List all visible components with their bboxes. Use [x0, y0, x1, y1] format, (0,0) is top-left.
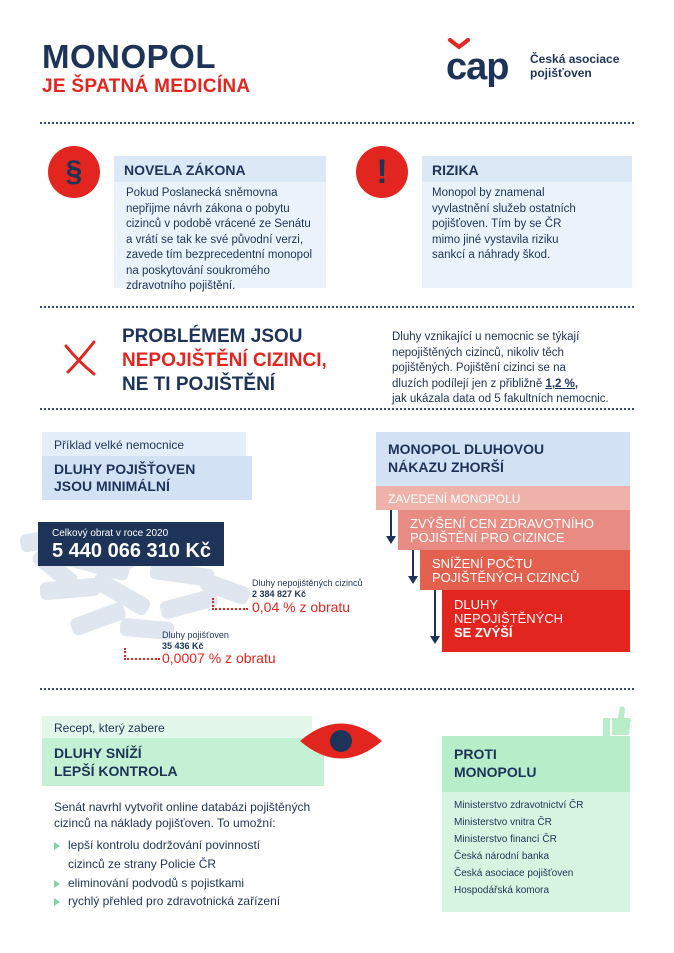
- exclamation-icon: !: [356, 146, 408, 198]
- section-sign-icon: §: [48, 146, 100, 198]
- proti-heading-line: PROTI: [454, 746, 497, 762]
- problem-highlight: 1,2 %,: [545, 377, 579, 390]
- page-title: MONOPOL: [42, 38, 216, 75]
- proti-item: Ministerstvo zdravotnictví ČR: [454, 800, 584, 811]
- hospital-heading-line: JSOU MINIMÁLNÍ: [54, 478, 170, 494]
- recept-bullet: [54, 876, 244, 890]
- novela-line: zdravotního pojištění.: [126, 280, 236, 292]
- problem-desc-line: Dluhy vznikající u nemocnic se týkají: [392, 331, 580, 343]
- novela-line: nepřijme návrh zákona o pobytu: [126, 202, 290, 215]
- arrow-down-icon: [430, 636, 440, 644]
- bullet-icon: [54, 842, 60, 850]
- novela-line: a vrátí se tak ke své původní verzi,: [126, 233, 304, 246]
- recept-bullet-text: lepší kontrolu dodržování povinností: [68, 838, 261, 852]
- recept-bullet: [54, 838, 260, 852]
- divider: [40, 408, 634, 410]
- thumbs-up-icon: [602, 704, 632, 738]
- divider: [40, 688, 634, 690]
- recept-bullet: [54, 894, 280, 908]
- step-3: [432, 557, 579, 585]
- step-2-line: ZVÝŠENÍ CEN ZDRAVOTNÍHO: [410, 516, 594, 531]
- cross-icon: [60, 338, 100, 378]
- arrow-down-icon: [386, 536, 396, 544]
- proti-heading-line: MONOPOLU: [454, 764, 537, 780]
- rizika-line: mimo jiné vystavila riziku: [432, 233, 559, 246]
- recept-bullet-continued: [54, 857, 216, 871]
- rizika-text: [432, 186, 628, 264]
- problem-desc-line: jak ukázala data od 5 fakultních nemocnic.: [392, 393, 609, 405]
- turnover-label: Celkový obrat v roce 2020: [52, 528, 169, 539]
- arrow-line: [434, 590, 436, 638]
- proti-heading: [454, 745, 536, 781]
- problem-desc-line: dluzích podílejí jen z přibližně: [392, 377, 543, 390]
- monopoly-heading: [388, 440, 544, 476]
- page-subtitle: JE ŠPATNÁ MEDICÍNA: [42, 76, 251, 97]
- insurer-pointer: [124, 648, 160, 660]
- divider: [40, 306, 634, 308]
- step-2-line: POJIŠTĚNÍ PRO CIZINCE: [410, 530, 565, 545]
- novela-line: cizinců v podobě vrácené ze Senátu: [126, 218, 311, 230]
- problem-desc-line: pojištěných. Pojištění cizinci se na: [392, 362, 566, 374]
- arrow-line: [412, 550, 414, 578]
- eye-icon: [298, 714, 384, 768]
- hospital-heading-line: DLUHY POJIŠŤOVEN: [54, 461, 196, 477]
- recept-bullet-text: eliminování podvodů s pojistkami: [68, 876, 245, 890]
- hospital-heading: [54, 461, 195, 495]
- logo-subtitle-1: Česká asociace: [530, 52, 620, 66]
- rizika-line: pojišťoven. Tím by se ČR: [432, 218, 562, 230]
- uninsured-label: Dluhy nepojištěných cizinců: [252, 578, 363, 588]
- rizika-line: vyvlastnění služeb ostatních: [432, 202, 576, 215]
- problem-line-1: PROBLÉMEM JSOU: [122, 326, 303, 347]
- recept-heading-line: DLUHY SNÍŽÍ: [54, 745, 142, 761]
- step-4-line: SE ZVÝŠÍ: [454, 625, 513, 640]
- proti-item: Ministerstvo vnitra ČR: [454, 817, 552, 828]
- problem-desc-line: nepojištěných cizinců, nikoliv těch: [392, 346, 564, 359]
- uninsured-pointer: [212, 598, 248, 610]
- recept-bullet-text: rychlý přehled pro zdravotnická zařízení: [68, 894, 281, 908]
- rizika-line: sankcí a náhrady škod.: [432, 249, 551, 261]
- step-4-line: DLUHY: [454, 597, 499, 612]
- novela-heading: NOVELA ZÁKONA: [124, 162, 246, 178]
- insurer-pct: 0,0007 % z obratu: [162, 650, 276, 666]
- proti-item: Ministerstvo financí ČR: [454, 834, 557, 845]
- step-2: [410, 517, 594, 545]
- proti-item: Hospodářská komora: [454, 885, 550, 896]
- arrow-down-icon: [408, 576, 418, 584]
- step-4-line: NEPOJIŠTĚNÝCH: [454, 611, 564, 626]
- proti-item: Česká národní banka: [454, 851, 550, 862]
- monopoly-heading-line: MONOPOL DLUHOVOU: [388, 441, 545, 457]
- problem-line-3: NE TI POJIŠTĚNÍ: [122, 374, 276, 395]
- uninsured-value: 2 384 827 Kč: [252, 589, 307, 599]
- logo-subtitle-2: pojišťoven: [530, 66, 592, 80]
- uninsured-pct: 0,04 % z obratu: [252, 599, 351, 615]
- turnover-value: 5 440 066 310 Kč: [52, 540, 212, 562]
- step-4: [454, 598, 563, 640]
- bullet-icon: [54, 898, 60, 906]
- divider: [40, 122, 634, 124]
- step-3-line: POJIŠTĚNÝCH CIZINCŮ: [432, 570, 580, 585]
- rizika-heading: RIZIKA: [432, 162, 479, 178]
- logo: cap: [446, 46, 509, 88]
- novela-text: [126, 186, 322, 295]
- problem-line-2: NEPOJIŠTĚNÍ CIZINCI,: [122, 350, 327, 371]
- recept-label: Recept, který zabere: [54, 721, 165, 735]
- recept-intro-line: cizinců na náklady pojišťoven. To umožní:: [54, 816, 276, 830]
- recept-heading-line: LEPŠÍ KONTROLA: [54, 763, 178, 779]
- recept-heading: [54, 744, 178, 780]
- novela-line: Pokud Poslanecká sněmovna: [126, 187, 278, 199]
- monopoly-heading-line: NÁKAZU ZHORŠÍ: [388, 459, 504, 475]
- step-1: ZAVEDENÍ MONOPOLU: [388, 492, 521, 506]
- recept-intro: [54, 799, 310, 831]
- problem-description: [392, 330, 632, 408]
- bullet-icon: [54, 880, 60, 888]
- novela-line: zavede tím bezprecedentní monopol: [126, 249, 313, 261]
- proti-item: Česká asociace pojišťoven: [454, 868, 574, 879]
- insurer-value: 35 436 Kč: [162, 641, 204, 651]
- example-label: Příklad velké nemocnice: [54, 438, 185, 452]
- insurer-label: Dluhy pojišťoven: [162, 630, 229, 640]
- recept-intro-line: Senát navrhl vytvořit online databázi pojištěných: [54, 800, 311, 814]
- recept-bullet-text: cizinců ze strany Policie ČR: [68, 857, 217, 871]
- novela-line: na poskytování soukromého: [126, 264, 270, 277]
- arrow-line: [390, 510, 392, 538]
- step-3-line: SNÍŽENÍ POČTU: [432, 556, 533, 571]
- rizika-line: Monopol by znamenal: [432, 187, 545, 199]
